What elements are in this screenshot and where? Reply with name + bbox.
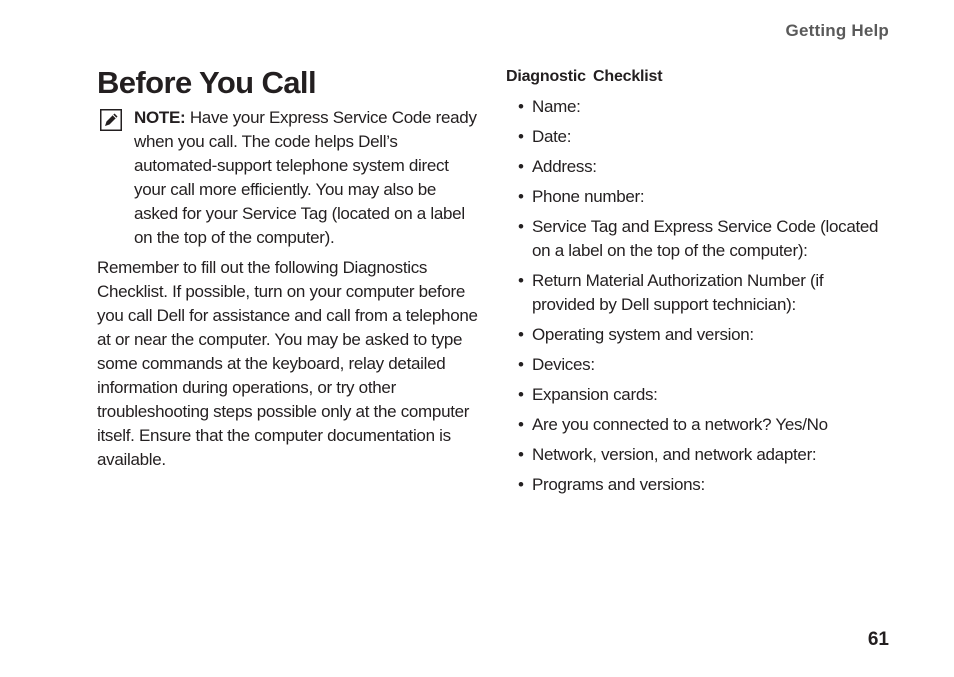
checklist-item-operating-system <box>506 323 886 347</box>
checklist-item-date <box>506 125 886 149</box>
checklist-item-text: Date: <box>532 127 572 146</box>
left-column <box>97 64 483 472</box>
checklist-item-address <box>506 155 886 179</box>
checklist-item-text: Are you connected to a network? Yes/No <box>532 415 828 434</box>
checklist-item-devices <box>506 353 886 377</box>
checklist-item-text: Network, version, and network adapter: <box>532 445 817 464</box>
bullet-icon: • <box>518 187 524 206</box>
checklist-item-network-connected <box>506 413 886 437</box>
bullet-icon: • <box>518 415 524 434</box>
note-block <box>97 106 483 250</box>
running-header: Getting Help <box>785 21 889 40</box>
note-text: Have your Express Service Code ready when you call. The code helps Dell’s automated-support telephone system direct your call more efficiently. You may also be asked for your Service Tag (located on a label on the top of the computer). <box>134 108 477 247</box>
bullet-icon: • <box>518 217 524 236</box>
checklist-item-programs <box>506 473 886 497</box>
checklist-item-text: Phone number: <box>532 187 645 206</box>
bullet-icon: • <box>518 475 524 494</box>
bullet-icon: • <box>518 157 524 176</box>
checklist-item-text: Devices: <box>532 355 595 374</box>
diagnostic-checklist <box>506 95 886 497</box>
checklist-item-network-adapter <box>506 443 886 467</box>
page-title: Before You Call <box>97 65 316 100</box>
checklist-item-text: Return Material Authorization Number (if provided by Dell support technician): <box>532 271 824 314</box>
bullet-icon: • <box>518 445 524 464</box>
right-column <box>506 66 886 503</box>
checklist-item-text: Name: <box>532 97 581 116</box>
checklist-item-text: Expansion cards: <box>532 385 658 404</box>
bullet-icon: • <box>518 355 524 374</box>
checklist-item-name <box>506 95 886 119</box>
checklist-item-text: Programs and versions: <box>532 475 705 494</box>
checklist-item-service-tag <box>506 215 886 263</box>
checklist-item-text: Address: <box>532 157 597 176</box>
checklist-item-text: Service Tag and Express Service Code (located on a label on the top of the computer): <box>532 217 879 260</box>
page-number: 61 <box>867 629 889 650</box>
note-label: NOTE: <box>134 108 186 127</box>
checklist-item-text: Operating system and version: <box>532 325 754 344</box>
bullet-icon: • <box>518 271 524 290</box>
checklist-item-expansion-cards <box>506 383 886 407</box>
bullet-icon: • <box>518 385 524 404</box>
bullet-icon: • <box>518 127 524 146</box>
checklist-item-rma-number <box>506 269 886 317</box>
instructions-paragraph: Remember to fill out the following Diagnostics Checklist. If possible, turn on your computer before you call Dell for assistance and call from a telephone at or near the computer. You may be asked to type some commands at the keyboard, relay detailed information during operations, or try other troubleshooting steps possible only at the computer itself. Ensure that the computer documentation is available. <box>97 258 478 469</box>
bullet-icon: • <box>518 97 524 116</box>
checklist-title: Diagnostic Checklist <box>506 68 663 85</box>
pencil-note-icon <box>100 109 122 131</box>
bullet-icon: • <box>518 325 524 344</box>
checklist-item-phone <box>506 185 886 209</box>
